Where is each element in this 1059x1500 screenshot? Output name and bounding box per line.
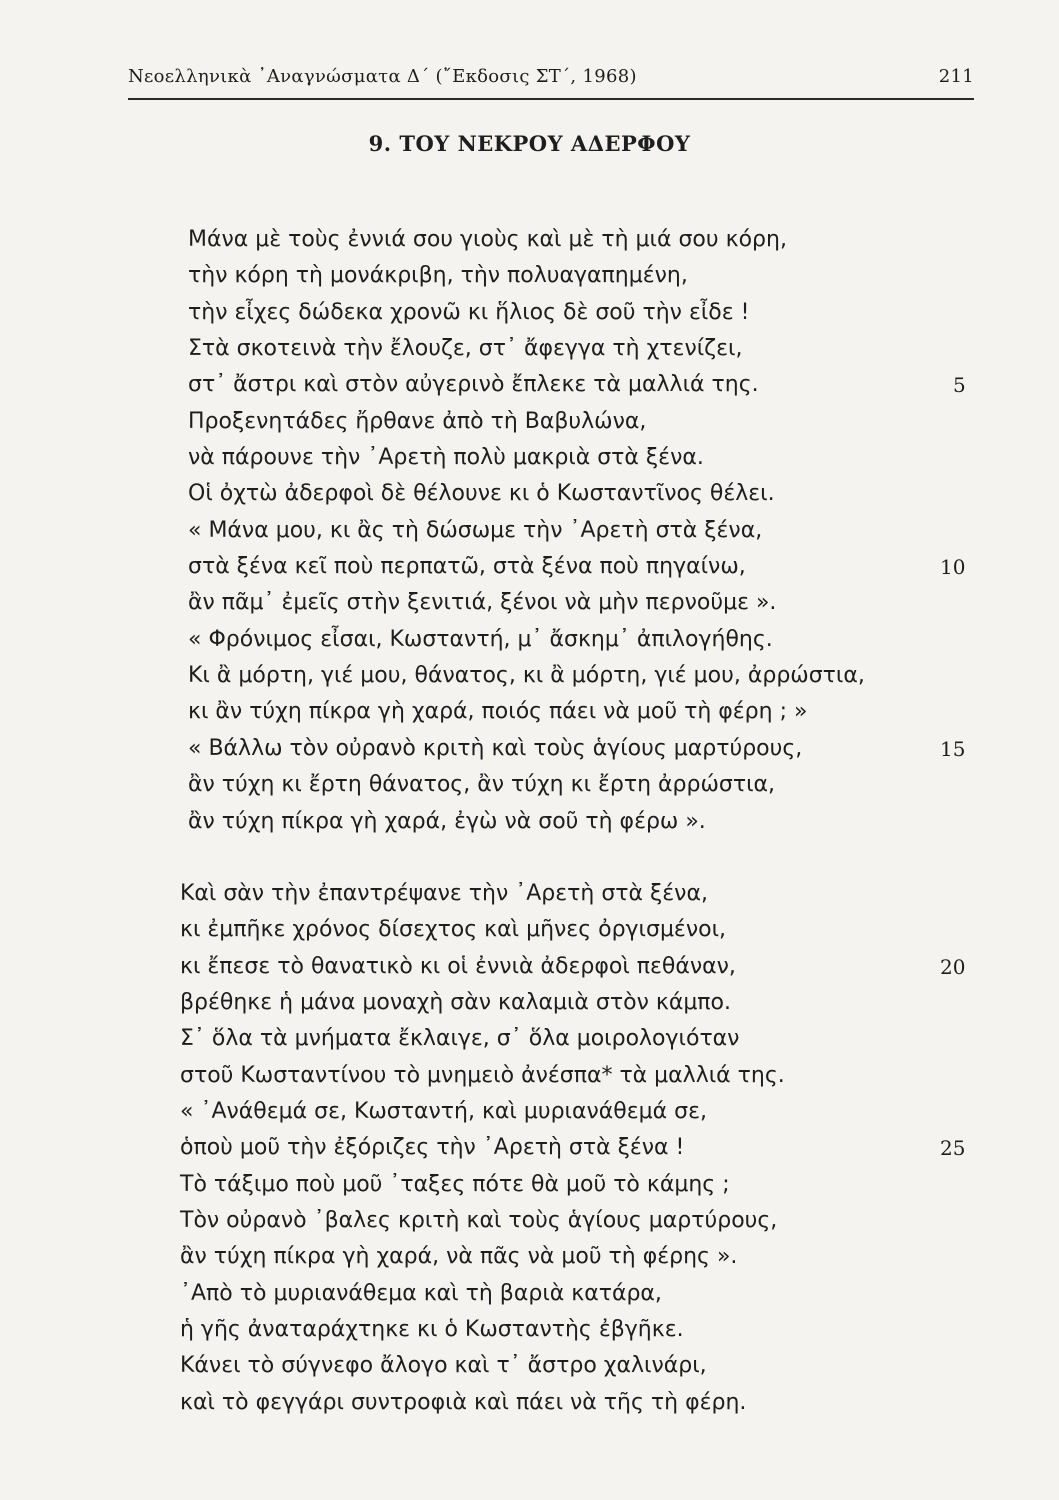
poem-line-text: κι ἂν τύχη πίκρα γὴ χαρά, ποιός πάει νὰ μοῦ τὴ φέρη ; »	[188, 699, 808, 725]
stanza-1	[0, 222, 1059, 840]
poem-line-text: Προξενητάδες ἤρθανε ἀπὸ τὴ Βαβυλώνα,	[188, 408, 647, 434]
poem-line-text: καὶ τὸ φεγγάρι συντροφιὰ καὶ πάει νὰ τῆς τὴ φέρη.	[180, 1389, 747, 1415]
poem-line	[0, 1276, 1059, 1312]
page-number: 211	[938, 66, 974, 87]
poem-line-text: νὰ πάρουνε τὴν ᾿Αρετὴ πολὺ μακριὰ στὰ ξένα.	[188, 445, 704, 471]
poem-line-text: ἂν πᾶμ᾿ ἐμεῖς στὴν ξενιτιά, ξένοι νὰ μὴν περνοῦμε ».	[188, 590, 777, 616]
line-number: 5	[953, 373, 966, 398]
poem-line-text: Οἱ ὀχτὼ ἀδερφοὶ δὲ θέλουνε κι ὁ Κωσταντῖνος θέλει.	[188, 481, 775, 507]
poem-line-text: στὰ ξένα κεῖ ποὺ περπατῶ, στὰ ξένα ποὺ πηγαίνω,	[188, 554, 746, 580]
poem-line	[0, 1385, 1059, 1421]
poem-line-text: ἂν τύχη πίκρα γὴ χαρά, νὰ πᾶς νὰ μοῦ τὴ φέρης ».	[180, 1244, 738, 1270]
poem-line	[0, 1239, 1059, 1275]
poem-line	[0, 767, 1059, 803]
poem-line	[0, 549, 1059, 585]
running-head-title: Νεοελληνικὰ ᾿Αναγνώσματα Δ΄ (῎Εκδοσις ΣΤ΄, 1968)	[128, 66, 637, 87]
poem-line-text: κι ἔπεσε τὸ θανατικὸ κι οἱ ἐννιὰ ἀδερφοὶ πεθάναν,	[180, 953, 736, 979]
poem-line-text: « Μάνα μου, κι ἂς τὴ δώσωμε τὴν ᾿Αρετὴ στὰ ξένα,	[188, 517, 763, 543]
line-number: 10	[940, 555, 966, 580]
poem-line-text: βρέθηκε ἡ μάνα μοναχὴ σὰν καλαμιὰ στὸν κάμπο.	[180, 990, 732, 1016]
running-head	[128, 66, 974, 87]
stanza-2	[0, 876, 1059, 1421]
poem-line	[0, 367, 1059, 403]
poem-line	[0, 331, 1059, 367]
poem-line-text: τὴν κόρη τὴ μονάκριβη, τὴν πολυαγαπημένη,	[188, 263, 688, 289]
poem-line	[0, 1058, 1059, 1094]
line-number: 25	[940, 1136, 966, 1161]
poem-line	[0, 876, 1059, 912]
poem-line	[0, 222, 1059, 258]
poem-line	[0, 1348, 1059, 1384]
poem-line	[0, 1130, 1059, 1166]
poem-line-text: ὁποὺ μοῦ τὴν ἐξόριζες τὴν ᾿Αρετὴ στὰ ξένα !	[180, 1135, 685, 1161]
line-number: 15	[940, 736, 966, 761]
poem-line-text: Καὶ σὰν τὴν ἐπαντρέψανε τὴν ᾿Αρετὴ στὰ ξένα,	[180, 881, 708, 906]
poem-line	[0, 622, 1059, 658]
poem-line-text: « ᾿Ανάθεμά σε, Κωσταντή, καὶ μυριανάθεμά σε,	[180, 1099, 707, 1125]
poem-line	[0, 985, 1059, 1021]
poem-line-text: στ᾿ ἄστρι καὶ στὸν αὐγερινὸ ἔπλεκε τὰ μαλλιά της.	[188, 372, 759, 398]
line-number: 20	[940, 954, 966, 979]
poem-line-text: Τὸν οὐρανὸ ᾿βαλες κριτὴ καὶ τοὺς ἁγίους μαρτύρους,	[180, 1208, 778, 1234]
poem-line	[0, 949, 1059, 985]
poem-line-text: Μάνα μὲ τοὺς ἐννιά σου γιοὺς καὶ μὲ τὴ μιά σου κόρη,	[188, 227, 787, 252]
poem-line	[0, 1094, 1059, 1130]
poem-line-text: « Φρόνιμος εἶσαι, Κωσταντή, μ᾿ ἄσκημ᾿ ἀπιλογήθης.	[188, 626, 773, 652]
poem-line-text: Κι ἂ μόρτη, γιέ μου, θάνατος, κι ἂ μόρτη, γιέ μου, ἀρρώστια,	[188, 663, 865, 689]
poem-line-text: Κάνει τὸ σύγνεφο ἄλογο καὶ τ᾿ ἄστρο χαλινάρι,	[180, 1353, 707, 1379]
poem-line-text: ἡ γῆς ἀναταράχτηκε κι ὁ Κωσταντὴς ἐβγῆκε.	[180, 1317, 684, 1343]
poem-line	[0, 912, 1059, 948]
poem-line-text: ᾿Απὸ τὸ μυριανάθεμα καὶ τὴ βαριὰ κατάρα,	[180, 1280, 662, 1306]
poem-line-text: Στὰ σκοτεινὰ τὴν ἔλουζε, στ᾿ ἄφεγγα τὴ χτενίζει,	[188, 336, 743, 362]
poem-line-text: τὴν εἶχες δώδεκα χρονῶ κι ἥλιος δὲ σοῦ τὴν εἶδε !	[188, 299, 750, 325]
poem-line	[0, 404, 1059, 440]
poem-line	[0, 258, 1059, 294]
poem-line	[0, 804, 1059, 840]
poem-line-text: ἂν τύχη πίκρα γὴ χαρά, ἐγὼ νὰ σοῦ τὴ φέρω ».	[188, 808, 706, 834]
poem-line	[0, 513, 1059, 549]
poem-line	[0, 694, 1059, 730]
poem-line-text: « Βάλλω τὸν οὐρανὸ κριτὴ καὶ τοὺς ἁγίους μαρτύρους,	[188, 735, 803, 761]
poem-line	[0, 731, 1059, 767]
poem-line	[0, 1312, 1059, 1348]
poem-line	[0, 585, 1059, 621]
poem-line-text: Τὸ τάξιμο ποὺ μοῦ ᾿ταξες πότε θὰ μοῦ τὸ κάμης ;	[180, 1171, 730, 1197]
poem-line-text: κι ἐμπῆκε χρόνος δίσεχτος καὶ μῆνες ὀργισμένοι,	[180, 917, 727, 943]
poem-title: 9. ΤΟΥ ΝΕΚΡΟΥ ΑΔΕΡΦΟΥ	[368, 131, 691, 156]
poem-line	[0, 1203, 1059, 1239]
poem-line	[0, 1021, 1059, 1057]
poem-line	[0, 476, 1059, 512]
poem-line	[0, 440, 1059, 476]
header-rule	[128, 98, 974, 100]
poem-line-text: στοῦ Κωσταντίνου τὸ μνημειὸ ἀνέσπα* τὰ μαλλιά της.	[180, 1062, 785, 1088]
poem-line	[0, 1167, 1059, 1203]
poem-line-text: Σ᾿ ὅλα τὰ μνήματα ἔκλαιγε, σ᾿ ὅλα μοιρολογιόταν	[180, 1026, 740, 1052]
poem-line	[0, 658, 1059, 694]
poem-line	[0, 295, 1059, 331]
poem-line-text: ἂν τύχη κι ἔρτη θάνατος, ἂν τύχη κι ἔρτη ἀρρώστια,	[188, 772, 776, 798]
